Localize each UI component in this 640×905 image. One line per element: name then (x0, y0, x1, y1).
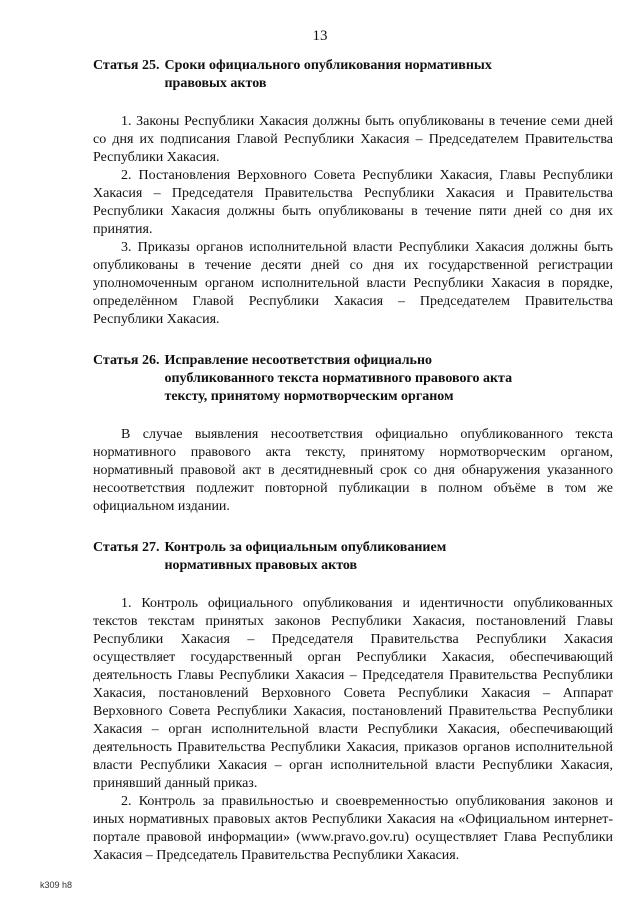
article-heading (93, 539, 613, 575)
page-number: 13 (312, 28, 328, 44)
footer-code: k309 h8 (40, 880, 73, 890)
article-title-line: Сроки официального опубликования нормативных (164, 58, 492, 73)
paragraph: 2. Постановления Верховного Совета Республики Хакасия, Главы Республики Хакасия – Председателя Правительства Республики Хакасия и Правительства Республики Хакасия должны быть опубликованы в течение пяти дней со дня их принятия. (93, 168, 613, 237)
document-body (93, 57, 613, 865)
article-27 (93, 539, 613, 865)
article-title-line: правовых актов (164, 76, 267, 91)
article-body (93, 426, 613, 516)
paragraph: 1. Контроль официального опубликования и идентичности опубликованных текстов текстам принятых законов Республики Хакасия, постановлений Главы Республики Хакасия – Председателя Правительства Республики Хакасия осуществляет государственный орган Республики Хакасия, обеспечивающий деятельность Главы Республики Хакасия – Председателя Правительства Республики Хакасия, постановлений Верховного Совета Республики Хакасия – Аппарат Верховного Совета Республики Хакасия, постановлений Правительства Республики Хакасия – орган исполнительной власти Республики Хакасия, обеспечивающий деятельность Правительства Республики Хакасия, приказов органов исполнительной власти Республики Хакасия – орган исполнительной власти Республики Хакасия, принявший данный приказ. (93, 596, 613, 791)
paragraph: В случае выявления несоответствия официально опубликованного текста нормативного правового акта тексту, принятому нормотворческим органом, нормативный правовой акт в десятидневный срок со дня обнаружения указанного несоответствия подлежит повторной публикации в полном объёме в том же официальном издании. (93, 427, 613, 514)
paragraph: 1. Законы Республики Хакасия должны быть опубликованы в течение семи дней со дня их подписания Главой Республики Хакасия – Председателем Правительства Республики Хакасия. (93, 114, 613, 165)
article-number: Статья 27. (93, 540, 160, 555)
article-title-line: опубликованного текста нормативного правового акта (164, 371, 513, 386)
article-title (164, 539, 613, 575)
article-title (164, 57, 613, 93)
paragraph: 3. Приказы органов исполнительной власти Республики Хакасия должны быть опубликованы в течение десяти дней со дня их государственной регистрации уполномоченным органом исполнительной власти Республики Хакасия в порядке, определённом Главой Республики Хакасия – Председателем Правительства Республики Хакасия. (93, 240, 613, 327)
article-title-line: тексту, принятому нормотворческим органом (164, 389, 454, 404)
article-heading (93, 352, 613, 406)
article-number: Статья 26. (93, 353, 160, 368)
article-26 (93, 352, 613, 516)
article-title-line: нормативных правовых актов (164, 558, 358, 573)
article-heading (93, 57, 613, 93)
article-title (164, 352, 613, 406)
article-25 (93, 57, 613, 329)
article-body (93, 113, 613, 329)
article-number: Статья 25. (93, 58, 160, 73)
article-body (93, 595, 613, 865)
paragraph: 2. Контроль за правильностью и своевременностью опубликования законов и иных нормативных правовых актов Республики Хакасия на «Официальном интернет-портале правовой информации» (www.pravo.gov.ru) осуществляет Глава Республики Хакасия – Председатель Правительства Республики Хакасия. (93, 794, 613, 863)
article-title-line: Контроль за официальным опубликованием (164, 540, 447, 555)
article-title-line: Исправление несоответствия официально (164, 353, 433, 368)
